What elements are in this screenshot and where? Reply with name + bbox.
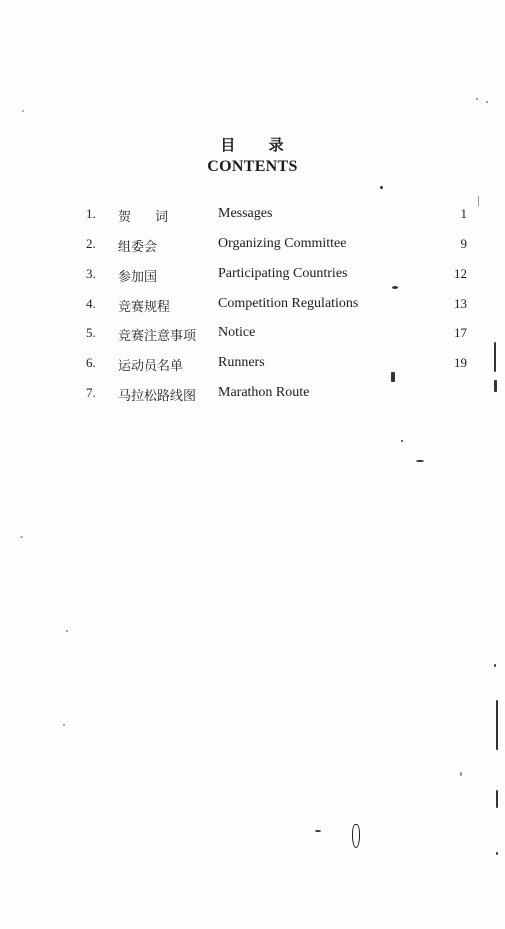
entry-number: 5. bbox=[86, 325, 96, 340]
entry-page-number: 13 bbox=[454, 296, 467, 311]
entry-title-chinese: 运动员名单 bbox=[118, 359, 184, 374]
entry-page-number: 9 bbox=[460, 236, 467, 251]
entry-title-chinese: 贺 词 bbox=[118, 210, 179, 225]
entry-title-english: Marathon Route bbox=[218, 385, 310, 400]
toc-entry-organizing-committee[interactable] bbox=[0, 236, 505, 258]
entry-number: 3. bbox=[86, 266, 96, 281]
entry-number: 2. bbox=[86, 236, 96, 251]
entry-page-number: 19 bbox=[454, 355, 467, 370]
entry-title-english: Runners bbox=[218, 355, 265, 370]
entry-title-chinese: 马拉松路线图 bbox=[118, 389, 197, 404]
entry-title-chinese: 竞赛规程 bbox=[118, 300, 171, 315]
entry-title-chinese: 参加国 bbox=[118, 270, 158, 285]
toc-title-chinese: 目 录 bbox=[220, 136, 285, 154]
entry-title-chinese: 竞赛注意事项 bbox=[118, 329, 197, 344]
entry-page-number: 1 bbox=[460, 206, 467, 221]
toc-entry-participating-countries[interactable] bbox=[0, 266, 505, 288]
toc-entry-competition-regulations[interactable] bbox=[0, 296, 505, 318]
entry-title-english: Organizing Committee bbox=[218, 236, 347, 251]
toc-entry-runners[interactable] bbox=[0, 355, 505, 377]
entry-number: 1. bbox=[86, 206, 96, 221]
toc-entry-notice[interactable] bbox=[0, 325, 505, 347]
entry-title-english: Competition Regulations bbox=[218, 296, 359, 311]
toc-entry-messages[interactable] bbox=[0, 206, 505, 228]
toc-entry-marathon-route[interactable] bbox=[0, 385, 505, 407]
entry-number: 6. bbox=[86, 355, 96, 370]
entry-title-english: Participating Countries bbox=[218, 266, 348, 281]
entry-number: 4. bbox=[86, 296, 96, 311]
entry-page-number: 17 bbox=[454, 325, 467, 340]
toc-title-english: CONTENTS bbox=[207, 158, 298, 175]
entry-title-chinese: 组委会 bbox=[118, 240, 158, 255]
entry-page-number: 12 bbox=[454, 266, 467, 281]
entry-title-english: Messages bbox=[218, 206, 273, 221]
entry-number: 7. bbox=[86, 385, 96, 400]
entry-title-english: Notice bbox=[218, 325, 256, 340]
